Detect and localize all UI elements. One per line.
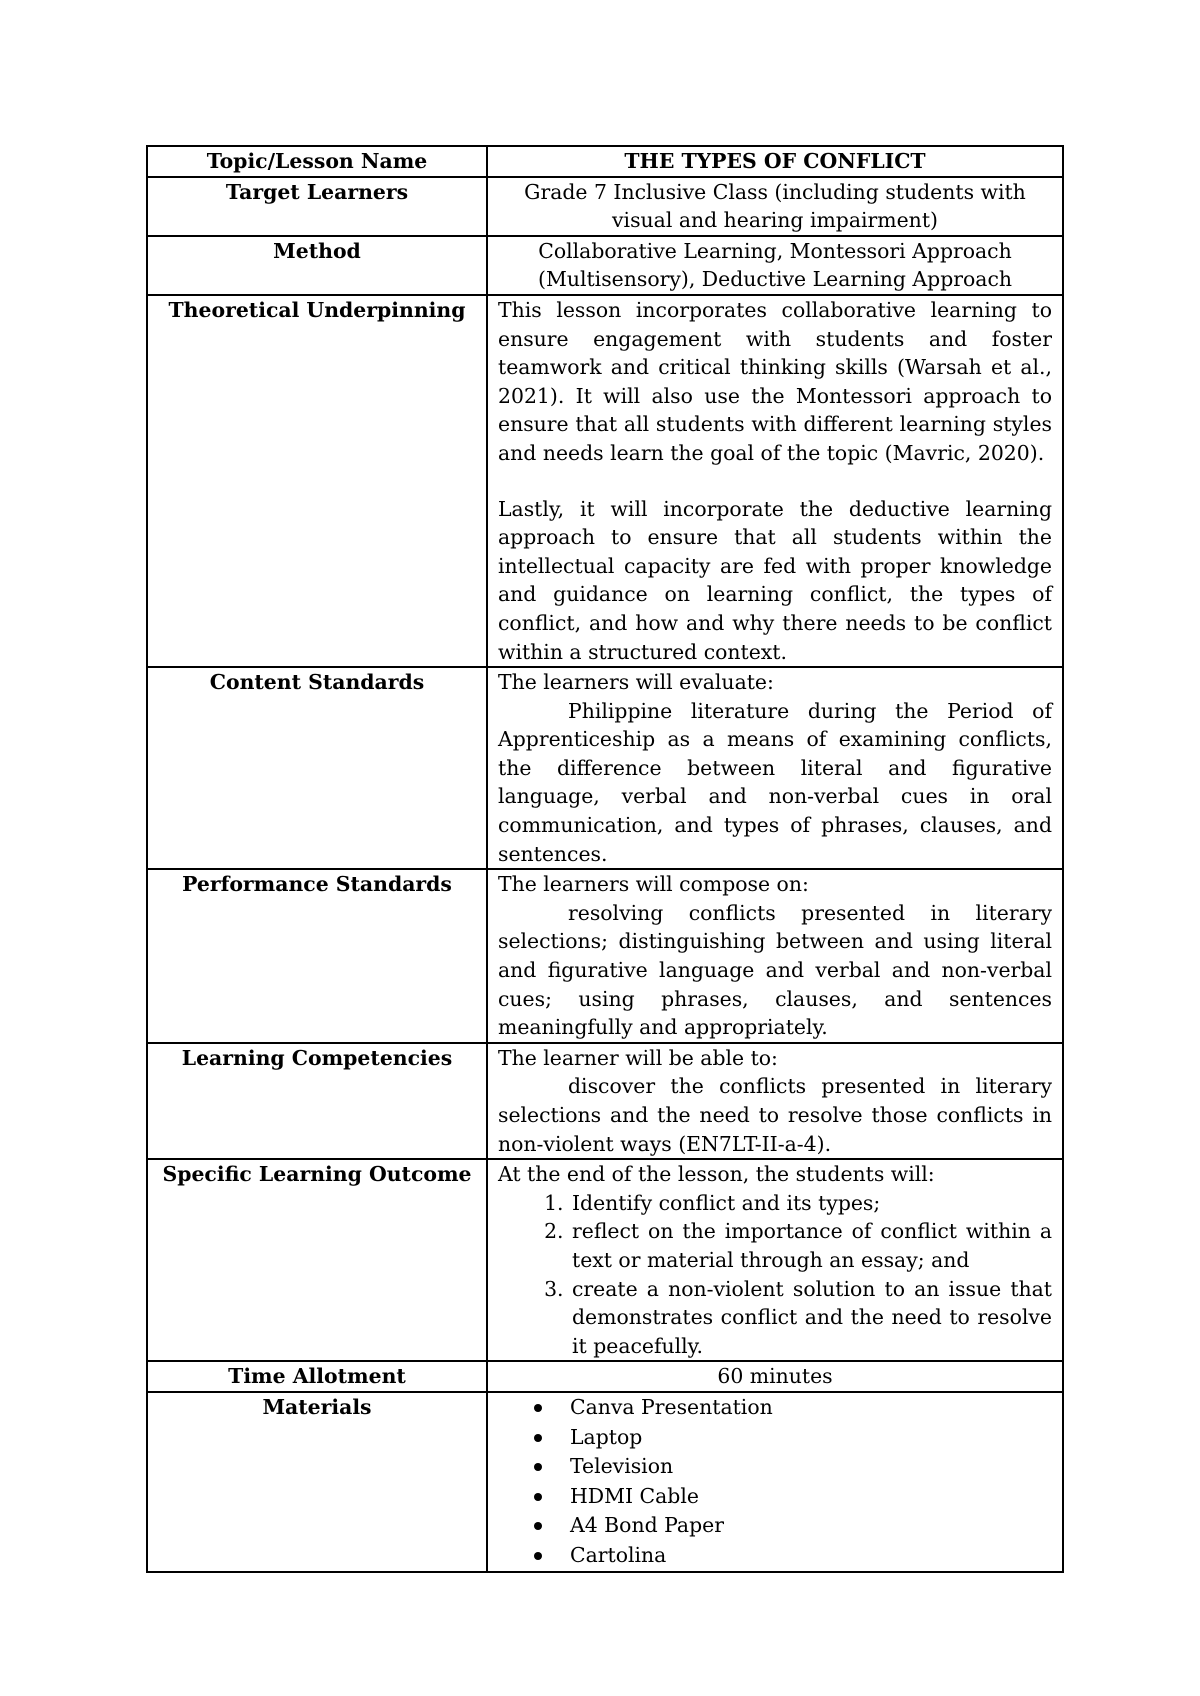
- outcome-item: 3. create a non-violent solution to an issue that demonstrates conflict and the need to resolve it peacefully.: [570, 1275, 1052, 1361]
- theory-value: [487, 295, 1063, 667]
- bullet-icon: [534, 1404, 542, 1412]
- theory-label: Theoretical Underpinning: [147, 295, 487, 667]
- target-learners-label: Target Learners: [147, 177, 487, 236]
- theory-paragraph-1: This lesson incorporates collaborative learning to ensure engagement with students and foster teamwork and critical thinking skills (Warsah et al., 2021). It will also use the Montessori approach to ensure that all students with different learning styles and needs learn the goal of the topic (Mavric, 2020).: [498, 297, 1052, 465]
- materials-item: Canva Presentation: [570, 1393, 1052, 1423]
- lesson-plan-table: [146, 145, 1064, 1573]
- outcome-item: 1. Identify conflict and its types;: [570, 1189, 1052, 1218]
- content-standards-body: Philippine literature during the Period of Apprenticeship as a means of examining conflicts, the difference between literal and figurative language, verbal and non-verbal cues in oral communication, and types of phrases, clauses, and sentences.: [498, 698, 1052, 866]
- time-allotment-label: Time Allotment: [147, 1361, 487, 1392]
- materials-item: Television: [570, 1452, 1052, 1482]
- row-performance-standards: [147, 869, 1063, 1043]
- outcome-intro: At the end of the lesson, the students will:: [498, 1162, 935, 1187]
- row-topic: [147, 146, 1063, 177]
- performance-standards-value: [487, 869, 1063, 1043]
- materials-item: A4 Bond Paper: [570, 1511, 1052, 1541]
- materials-item: Laptop: [570, 1423, 1052, 1453]
- learning-competencies-intro: The learner will be able to:: [498, 1045, 778, 1070]
- row-content-standards: [147, 667, 1063, 869]
- outcome-value: [487, 1159, 1063, 1361]
- topic-label: Topic/Lesson Name: [147, 146, 487, 177]
- learning-competencies-value: [487, 1043, 1063, 1159]
- method-label: Method: [147, 236, 487, 295]
- materials-label: Materials: [147, 1392, 487, 1572]
- row-learning-competencies: [147, 1043, 1063, 1159]
- outcome-label: Specific Learning Outcome: [147, 1159, 487, 1361]
- content-standards-label: Content Standards: [147, 667, 487, 869]
- row-theoretical-underpinning: [147, 295, 1063, 667]
- bullet-icon: [534, 1522, 542, 1530]
- learning-competencies-body: discover the conflicts presented in literary selections and the need to resolve those conflicts in non-violent ways (EN7LT-II-a-4).: [498, 1074, 1052, 1156]
- topic-value: THE TYPES OF CONFLICT: [487, 146, 1063, 177]
- row-time-allotment: [147, 1361, 1063, 1392]
- row-materials: [147, 1392, 1063, 1572]
- materials-list: [498, 1393, 1052, 1571]
- time-allotment-value: 60 minutes: [487, 1361, 1063, 1392]
- bullet-icon: [534, 1463, 542, 1471]
- row-specific-learning-outcome: [147, 1159, 1063, 1361]
- method-value: Collaborative Learning, Montessori Approach (Multisensory), Deductive Learning Approach: [487, 236, 1063, 295]
- row-target-learners: [147, 177, 1063, 236]
- outcome-item: 2. reflect on the importance of conflict within a text or material through an essay; and: [570, 1217, 1052, 1274]
- row-method: [147, 236, 1063, 295]
- content-standards-value: [487, 667, 1063, 869]
- bullet-icon: [534, 1552, 542, 1560]
- bullet-icon: [534, 1434, 542, 1442]
- outcome-list: [498, 1189, 1052, 1361]
- content-standards-intro: The learners will evaluate:: [498, 670, 774, 695]
- materials-item: HDMI Cable: [570, 1482, 1052, 1512]
- materials-value: [487, 1392, 1063, 1572]
- learning-competencies-label: Learning Competencies: [147, 1043, 487, 1159]
- performance-standards-intro: The learners will compose on:: [498, 872, 809, 897]
- bullet-icon: [534, 1493, 542, 1501]
- performance-standards-body: resolving conflicts presented in literary selections; distinguishing between and using literal and figurative language and verbal and non-verbal cues; using phrases, clauses, and sentences meaningfully and appropriately.: [498, 900, 1052, 1040]
- theory-paragraph-2: Lastly, it will incorporate the deductive learning approach to ensure that all students within the intellectual capacity are fed with proper knowledge and guidance on learning conflict, the types of conflict, and how and why there needs to be conflict within a structured context.: [498, 496, 1052, 664]
- performance-standards-label: Performance Standards: [147, 869, 487, 1043]
- target-learners-value: Grade 7 Inclusive Class (including students with visual and hearing impairment): [487, 177, 1063, 236]
- materials-item: Cartolina: [570, 1541, 1052, 1571]
